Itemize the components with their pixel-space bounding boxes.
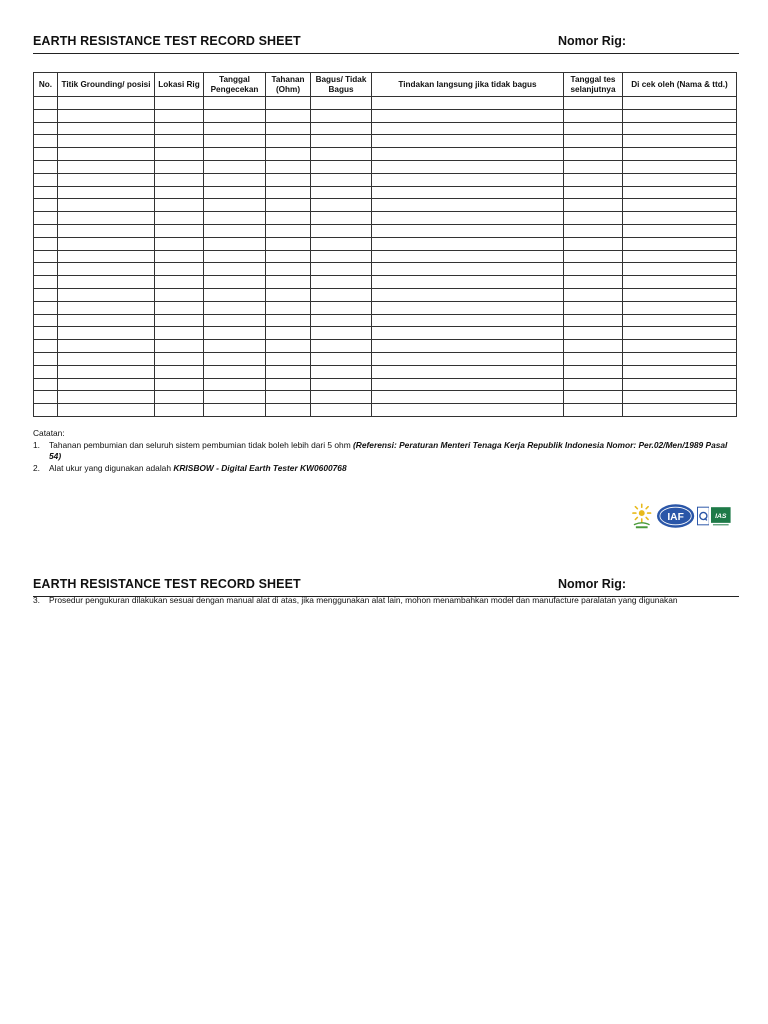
col-header-rig-location: Lokasi Rig — [155, 73, 204, 97]
table-cell[interactable] — [155, 314, 204, 327]
table-body — [34, 97, 737, 417]
table-cell[interactable] — [155, 288, 204, 301]
table-cell[interactable] — [311, 327, 372, 340]
table-cell[interactable] — [58, 186, 155, 199]
table-cell[interactable] — [34, 173, 58, 186]
table-row — [34, 148, 737, 161]
table-cell[interactable] — [58, 237, 155, 250]
table-cell[interactable] — [58, 122, 155, 135]
table-cell[interactable] — [34, 109, 58, 122]
table-cell[interactable] — [155, 340, 204, 353]
table-cell[interactable] — [34, 365, 58, 378]
table-cell[interactable] — [204, 391, 266, 404]
table-cell[interactable] — [311, 404, 372, 417]
table-cell[interactable] — [204, 212, 266, 225]
sheet-title: EARTH RESISTANCE TEST RECORD SHEET — [33, 577, 301, 591]
table-cell[interactable] — [204, 263, 266, 276]
table-cell[interactable] — [266, 173, 311, 186]
table-cell[interactable] — [311, 365, 372, 378]
table-cell[interactable] — [266, 314, 311, 327]
notes-heading: Catatan: — [33, 428, 65, 438]
table-cell[interactable] — [155, 391, 204, 404]
table-cell[interactable] — [372, 97, 564, 110]
table-cell[interactable] — [155, 250, 204, 263]
table-row — [34, 250, 737, 263]
accreditation-logos — [630, 502, 731, 530]
table-cell[interactable] — [34, 135, 58, 148]
table-cell[interactable] — [58, 148, 155, 161]
table-cell[interactable] — [623, 365, 737, 378]
table-cell[interactable] — [204, 288, 266, 301]
table-cell[interactable] — [204, 237, 266, 250]
table-row — [34, 97, 737, 110]
table-cell[interactable] — [155, 186, 204, 199]
table-cell[interactable] — [623, 135, 737, 148]
table-cell[interactable] — [564, 314, 623, 327]
col-header-no: No. — [34, 73, 58, 97]
table-cell[interactable] — [266, 135, 311, 148]
table-cell[interactable] — [564, 340, 623, 353]
table-cell[interactable] — [623, 263, 737, 276]
table-cell[interactable] — [266, 352, 311, 365]
table-cell[interactable] — [623, 199, 737, 212]
table-cell[interactable] — [564, 352, 623, 365]
table-cell[interactable] — [34, 340, 58, 353]
table-cell[interactable] — [155, 263, 204, 276]
kan-logo-icon — [630, 502, 654, 530]
table-cell[interactable] — [311, 160, 372, 173]
table-cell[interactable] — [58, 173, 155, 186]
table-row — [34, 237, 737, 250]
table-cell[interactable] — [266, 186, 311, 199]
table-row — [34, 365, 737, 378]
table-cell[interactable] — [204, 186, 266, 199]
note-number: 2. — [33, 462, 40, 473]
table-cell[interactable] — [58, 391, 155, 404]
table-cell[interactable] — [311, 122, 372, 135]
table-cell[interactable] — [58, 109, 155, 122]
table-row — [34, 340, 737, 353]
table-cell[interactable] — [155, 212, 204, 225]
table-cell[interactable] — [311, 352, 372, 365]
table-cell[interactable] — [372, 212, 564, 225]
table-header-row — [34, 73, 737, 97]
table-cell[interactable] — [311, 340, 372, 353]
table-cell[interactable] — [311, 263, 372, 276]
iaf-text: IAF — [666, 511, 684, 523]
table-cell[interactable] — [58, 314, 155, 327]
table-cell[interactable] — [58, 352, 155, 365]
table-cell[interactable] — [372, 288, 564, 301]
table-cell[interactable] — [372, 122, 564, 135]
table-cell[interactable] — [266, 327, 311, 340]
table-row — [34, 352, 737, 365]
table-cell[interactable] — [564, 263, 623, 276]
table-cell[interactable] — [623, 237, 737, 250]
table-cell[interactable] — [311, 148, 372, 161]
table-cell[interactable] — [564, 224, 623, 237]
table-cell[interactable] — [311, 186, 372, 199]
table-cell[interactable] — [34, 250, 58, 263]
table-cell[interactable] — [34, 237, 58, 250]
table-cell[interactable] — [34, 160, 58, 173]
table-cell[interactable] — [564, 160, 623, 173]
table-cell[interactable] — [372, 327, 564, 340]
table-cell[interactable] — [623, 340, 737, 353]
table-row — [34, 391, 737, 404]
table-cell[interactable] — [266, 237, 311, 250]
table-row — [34, 327, 737, 340]
table-cell[interactable] — [372, 160, 564, 173]
table-cell[interactable] — [155, 404, 204, 417]
table-cell[interactable] — [372, 263, 564, 276]
rig-number-label: Nomor Rig: — [558, 34, 627, 48]
table-cell[interactable] — [623, 391, 737, 404]
table-cell[interactable] — [155, 173, 204, 186]
rig-number-label: Nomor Rig: — [558, 577, 627, 591]
table-cell[interactable] — [58, 212, 155, 225]
table-cell[interactable] — [34, 288, 58, 301]
table-cell[interactable] — [623, 276, 737, 289]
table-cell[interactable] — [34, 199, 58, 212]
table-cell[interactable] — [266, 212, 311, 225]
table-cell[interactable] — [204, 148, 266, 161]
table-cell[interactable] — [155, 109, 204, 122]
table-cell[interactable] — [564, 148, 623, 161]
table-cell[interactable] — [564, 173, 623, 186]
table-cell[interactable] — [34, 212, 58, 225]
ias-text: IAS — [715, 512, 727, 520]
table-cell[interactable] — [372, 301, 564, 314]
table-cell[interactable] — [58, 135, 155, 148]
table-cell[interactable] — [34, 391, 58, 404]
table-cell[interactable] — [266, 148, 311, 161]
table-cell[interactable] — [204, 109, 266, 122]
table-cell[interactable] — [311, 250, 372, 263]
table-cell[interactable] — [155, 365, 204, 378]
table-row — [34, 173, 737, 186]
table-cell[interactable] — [34, 224, 58, 237]
table-cell[interactable] — [155, 301, 204, 314]
table-cell[interactable] — [623, 212, 737, 225]
table-cell[interactable] — [372, 186, 564, 199]
table-cell[interactable] — [34, 122, 58, 135]
notes-section — [33, 428, 733, 474]
note-item — [33, 463, 733, 475]
note-number: 1. — [33, 439, 40, 450]
table-cell[interactable] — [204, 160, 266, 173]
table-cell[interactable] — [155, 160, 204, 173]
iaf-logo-icon — [656, 503, 695, 529]
table-cell[interactable] — [311, 135, 372, 148]
note-number: 3. — [33, 595, 40, 605]
col-header-checked-by: Di cek oleh (Nama & ttd.) — [623, 73, 737, 97]
table-cell[interactable] — [155, 237, 204, 250]
note-text: Tahanan pembumian dan seluruh sistem pembumian tidak boleh lebih dari 5 ohm — [49, 439, 354, 450]
table-cell[interactable] — [623, 314, 737, 327]
table-row — [34, 135, 737, 148]
table-cell[interactable] — [623, 301, 737, 314]
table-cell[interactable] — [372, 135, 564, 148]
table-cell[interactable] — [34, 263, 58, 276]
table-cell[interactable] — [623, 224, 737, 237]
table-cell[interactable] — [623, 327, 737, 340]
table-cell[interactable] — [311, 173, 372, 186]
note-item — [33, 440, 733, 463]
table-cell[interactable] — [372, 173, 564, 186]
table-cell[interactable] — [623, 352, 737, 365]
note-text: Prosedur pengukuran dilakukan sesuai dengan manual alat di atas, jika menggunakan alat lain, mohon menambahkan model dan manufacture paralatan yang digunakan — [49, 595, 678, 605]
table-cell[interactable] — [34, 404, 58, 417]
table-cell[interactable] — [311, 314, 372, 327]
table-cell[interactable] — [564, 97, 623, 110]
table-row — [34, 378, 737, 391]
table-row — [34, 276, 737, 289]
note-text: Alat ukur yang digunakan adalah — [49, 462, 174, 473]
table-cell[interactable] — [372, 404, 564, 417]
col-header-grounding-point: Titik Grounding/ posisi — [58, 73, 155, 97]
table-cell[interactable] — [266, 109, 311, 122]
table-cell[interactable] — [58, 378, 155, 391]
table-cell[interactable] — [311, 237, 372, 250]
table-cell[interactable] — [372, 314, 564, 327]
col-header-immediate-action: Tindakan langsung jika tidak bagus — [372, 73, 564, 97]
table-cell[interactable] — [155, 135, 204, 148]
table-cell[interactable] — [204, 122, 266, 135]
record-table — [33, 72, 737, 417]
table-cell[interactable] — [58, 327, 155, 340]
table-cell[interactable] — [623, 148, 737, 161]
table-cell[interactable] — [311, 288, 372, 301]
table-cell[interactable] — [155, 148, 204, 161]
table-cell[interactable] — [204, 173, 266, 186]
col-header-good-bad: Bagus/ Tidak Bagus — [311, 73, 372, 97]
table-cell[interactable] — [623, 378, 737, 391]
table-cell[interactable] — [155, 122, 204, 135]
table-cell[interactable] — [204, 378, 266, 391]
table-cell[interactable] — [58, 224, 155, 237]
table-cell[interactable] — [155, 327, 204, 340]
ias-logo-icon — [711, 504, 731, 528]
table-cell[interactable] — [58, 250, 155, 263]
table-cell[interactable] — [372, 365, 564, 378]
table-cell[interactable] — [58, 160, 155, 173]
table-row — [34, 288, 737, 301]
table-cell[interactable] — [204, 404, 266, 417]
table-cell[interactable] — [311, 391, 372, 404]
table-cell[interactable] — [34, 186, 58, 199]
table-cell[interactable] — [564, 365, 623, 378]
table-cell[interactable] — [58, 340, 155, 353]
table-cell[interactable] — [266, 391, 311, 404]
table-cell[interactable] — [58, 263, 155, 276]
table-row — [34, 199, 737, 212]
table-cell[interactable] — [266, 199, 311, 212]
table-cell[interactable] — [623, 160, 737, 173]
table-cell[interactable] — [372, 276, 564, 289]
col-header-check-date: Tanggal Pengecekan — [204, 73, 266, 97]
table-cell[interactable] — [311, 224, 372, 237]
table-cell[interactable] — [266, 288, 311, 301]
table-cell[interactable] — [372, 340, 564, 353]
note-item — [33, 595, 733, 606]
table-cell[interactable] — [34, 314, 58, 327]
table-cell[interactable] — [311, 301, 372, 314]
table-cell[interactable] — [311, 378, 372, 391]
table-cell[interactable] — [58, 301, 155, 314]
table-cell[interactable] — [564, 109, 623, 122]
table-cell[interactable] — [204, 135, 266, 148]
table-cell[interactable] — [311, 109, 372, 122]
table-cell[interactable] — [623, 173, 737, 186]
table-cell[interactable] — [266, 365, 311, 378]
table-cell[interactable] — [564, 276, 623, 289]
table-cell[interactable] — [58, 365, 155, 378]
table-cell[interactable] — [266, 404, 311, 417]
table-cell[interactable] — [204, 224, 266, 237]
table-cell[interactable] — [266, 276, 311, 289]
table-cell[interactable] — [372, 378, 564, 391]
page-header — [33, 34, 739, 54]
table-cell[interactable] — [204, 250, 266, 263]
table-row — [34, 404, 737, 417]
sheet-title: EARTH RESISTANCE TEST RECORD SHEET — [33, 34, 301, 48]
table-cell[interactable] — [564, 199, 623, 212]
table-row — [34, 314, 737, 327]
table-cell[interactable] — [564, 391, 623, 404]
table-cell[interactable] — [564, 122, 623, 135]
table-cell[interactable] — [266, 224, 311, 237]
table-cell[interactable] — [34, 276, 58, 289]
table-cell[interactable] — [58, 199, 155, 212]
table-row — [34, 212, 737, 225]
table-cell[interactable] — [204, 97, 266, 110]
table-cell[interactable] — [311, 276, 372, 289]
table-cell[interactable] — [34, 327, 58, 340]
table-cell[interactable] — [564, 135, 623, 148]
table-cell[interactable] — [372, 352, 564, 365]
table-cell[interactable] — [34, 352, 58, 365]
table-cell[interactable] — [266, 263, 311, 276]
table-cell[interactable] — [204, 365, 266, 378]
table-cell[interactable] — [58, 97, 155, 110]
table-cell[interactable] — [564, 301, 623, 314]
table-cell[interactable] — [204, 340, 266, 353]
table-cell[interactable] — [204, 352, 266, 365]
col-header-next-test-date: Tanggal tes selanjutnya — [564, 73, 623, 97]
table-cell[interactable] — [623, 122, 737, 135]
table-cell[interactable] — [372, 109, 564, 122]
table-cell[interactable] — [311, 97, 372, 110]
table-cell[interactable] — [204, 276, 266, 289]
table-cell[interactable] — [155, 199, 204, 212]
table-cell[interactable] — [204, 301, 266, 314]
table-cell[interactable] — [372, 391, 564, 404]
table-cell[interactable] — [204, 314, 266, 327]
table-cell[interactable] — [623, 288, 737, 301]
table-cell[interactable] — [564, 250, 623, 263]
table-cell[interactable] — [58, 288, 155, 301]
table-cell[interactable] — [266, 340, 311, 353]
table-cell[interactable] — [266, 250, 311, 263]
table-cell[interactable] — [564, 327, 623, 340]
table-cell[interactable] — [311, 199, 372, 212]
table-cell[interactable] — [623, 97, 737, 110]
q-mark-icon — [697, 504, 710, 528]
note-reference: (Referensi: Peraturan Menteri Tenaga Kerja Republik Indonesia Nomor: Per.02/Men/1989 Pasal 54) — [49, 439, 728, 461]
table-row — [34, 122, 737, 135]
table-cell[interactable] — [155, 97, 204, 110]
table-cell[interactable] — [564, 288, 623, 301]
table-row — [34, 186, 737, 199]
table-cell[interactable] — [311, 212, 372, 225]
table-cell[interactable] — [58, 404, 155, 417]
table-cell[interactable] — [266, 160, 311, 173]
table-cell[interactable] — [372, 237, 564, 250]
table-cell[interactable] — [266, 97, 311, 110]
table-cell[interactable] — [204, 327, 266, 340]
table-cell[interactable] — [34, 148, 58, 161]
table-row — [34, 263, 737, 276]
table-cell[interactable] — [266, 122, 311, 135]
table-cell[interactable] — [34, 301, 58, 314]
table-cell[interactable] — [623, 404, 737, 417]
table-cell[interactable] — [623, 109, 737, 122]
table-cell[interactable] — [155, 378, 204, 391]
table-cell[interactable] — [155, 276, 204, 289]
table-cell[interactable] — [155, 352, 204, 365]
table-cell[interactable] — [372, 250, 564, 263]
table-cell[interactable] — [204, 199, 266, 212]
table-cell[interactable] — [266, 378, 311, 391]
table-cell[interactable] — [564, 237, 623, 250]
table-cell[interactable] — [372, 148, 564, 161]
table-cell[interactable] — [58, 276, 155, 289]
table-cell[interactable] — [564, 212, 623, 225]
note-reference: KRISBOW - Digital Earth Tester KW0600768 — [173, 462, 347, 473]
table-cell[interactable] — [564, 186, 623, 199]
table-cell[interactable] — [155, 224, 204, 237]
second-page-header — [33, 577, 739, 597]
table-row — [34, 301, 737, 314]
table-cell[interactable] — [564, 404, 623, 417]
table-cell[interactable] — [34, 378, 58, 391]
table-cell[interactable] — [266, 301, 311, 314]
table-cell[interactable] — [623, 250, 737, 263]
table-cell[interactable] — [372, 199, 564, 212]
table-row — [34, 160, 737, 173]
table-cell[interactable] — [564, 378, 623, 391]
table-row — [34, 109, 737, 122]
table-row — [34, 224, 737, 237]
table-cell[interactable] — [34, 97, 58, 110]
table-cell[interactable] — [372, 224, 564, 237]
col-header-resistance: Tahanan (Ohm) — [266, 73, 311, 97]
table-cell[interactable] — [623, 186, 737, 199]
